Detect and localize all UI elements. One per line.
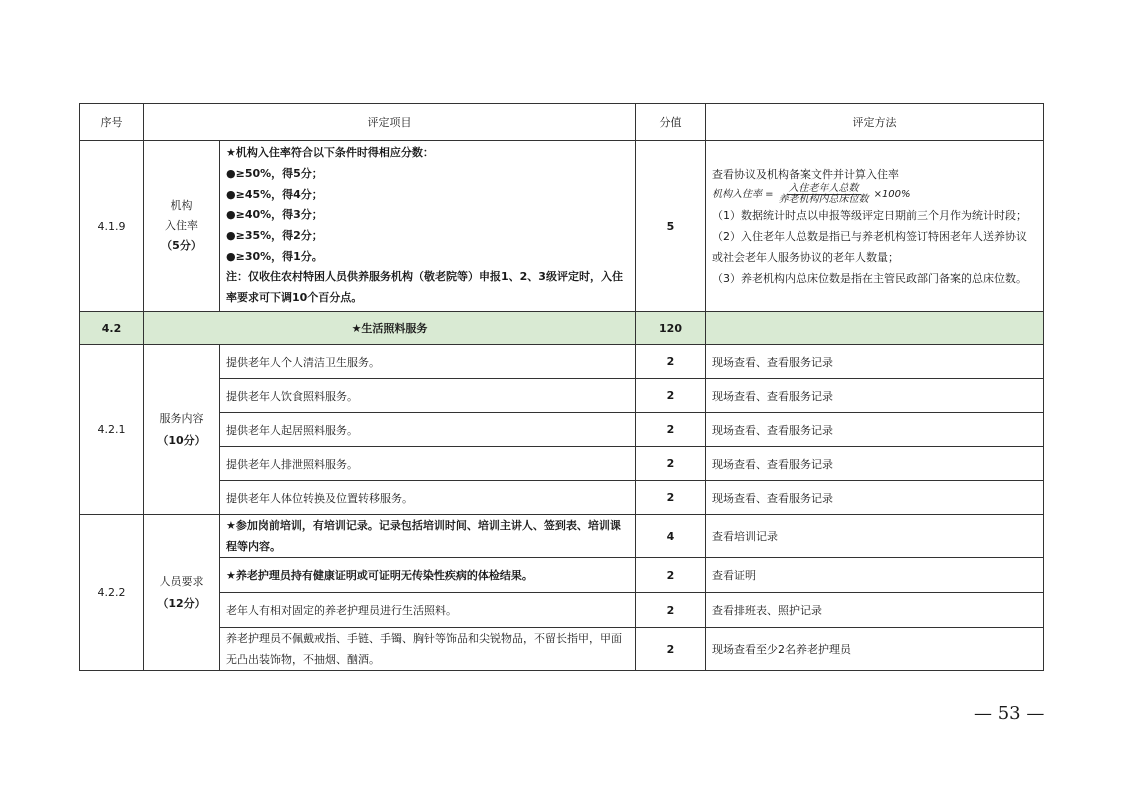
occupancy-formula — [712, 185, 1037, 205]
header-score: 分值 — [636, 104, 706, 141]
category-line-1: 机构 — [170, 199, 193, 212]
method-note: （1）数据统计时点以申报等级评定日期前三个月作为统计时段； — [712, 208, 1027, 222]
score-cell: 2 — [636, 593, 706, 628]
table-row — [80, 413, 1044, 447]
category-points: （5分） — [161, 239, 202, 252]
method-cell: 现场查看、查看服务记录 — [706, 481, 1044, 515]
criteria-line: ●≥30%，得1分。 — [226, 249, 323, 263]
section-number: 4.2 — [80, 312, 144, 345]
score-cell: 5 — [636, 141, 706, 312]
criteria-line: ★机构入住率符合以下条件时得相应分数： — [226, 146, 434, 160]
section-score: 120 — [636, 312, 706, 345]
item-cell: 提供老年人饮食照料服务。 — [220, 379, 636, 413]
item-cell: 提供老年人排泄照料服务。 — [220, 447, 636, 481]
table-row — [80, 558, 1044, 593]
section-title: ★生活照料服务 — [144, 312, 636, 345]
header-item: 评定项目 — [144, 104, 636, 141]
score-cell: 2 — [636, 558, 706, 593]
criteria-line: ●≥40%，得3分； — [226, 208, 323, 222]
criteria-note: 注：仅收住农村特困人员供养服务机构（敬老院等）申报1、2、3级评定时，入住率要求可下调10个百分点。 — [226, 270, 623, 305]
criteria-line: ●≥35%，得2分； — [226, 229, 323, 242]
method-cell: 查看证明 — [706, 558, 1044, 593]
category-line-1: 服务内容 — [159, 411, 204, 425]
score-cell: 2 — [636, 413, 706, 447]
row-number: 4.2.2 — [80, 515, 144, 671]
row-number: 4.2.1 — [80, 345, 144, 515]
section-method-empty — [706, 312, 1044, 345]
page-number: — 53 — — [974, 703, 1045, 724]
table-row-4-1-9 — [80, 141, 1044, 312]
category-line-1: 人员要求 — [159, 574, 204, 588]
item-cell: 提供老年人个人清洁卫生服务。 — [220, 345, 636, 379]
method-cell: 查看培训记录 — [706, 515, 1044, 558]
category-points: （10分） — [157, 433, 206, 447]
table-row — [80, 447, 1044, 481]
score-cell: 2 — [636, 447, 706, 481]
table-header-row — [80, 104, 1044, 141]
section-row-4-2 — [80, 312, 1044, 345]
formula-denominator: 养老机构内总床位数 — [778, 194, 869, 205]
criteria-line: ●≥45%，得4分； — [226, 187, 323, 201]
table-row — [80, 481, 1044, 515]
score-cell: 2 — [636, 628, 706, 671]
category-cell — [144, 345, 220, 515]
item-cell: 养老护理员不佩戴戒指、手链、手镯、胸针等饰品和尖锐物品，不留长指甲，甲面无凸出装饰物，不抽烟、酗酒。 — [220, 628, 636, 671]
table-row — [80, 593, 1044, 628]
occupancy-criteria — [220, 141, 636, 312]
method-cell: 现场查看、查看服务记录 — [706, 413, 1044, 447]
formula-fraction — [777, 184, 871, 205]
category-points: （12分） — [157, 596, 206, 610]
item-cell: 提供老年人体位转换及位置转移服务。 — [220, 481, 636, 515]
formula-left: 机构入住率 = — [712, 189, 774, 200]
method-note: （3）养老机构内总床位数是指在主管民政部门备案的总床位数。 — [712, 271, 1027, 285]
method-cell: 现场查看、查看服务记录 — [706, 379, 1044, 413]
method-cell: 查看排班表、照护记录 — [706, 593, 1044, 628]
header-method: 评定方法 — [706, 104, 1044, 141]
formula-right: ×100% — [873, 189, 911, 200]
category-line-2: 入住率 — [165, 219, 198, 232]
method-intro: 查看协议及机构备案文件并计算入住率 — [712, 167, 899, 181]
method-cell: 现场查看、查看服务记录 — [706, 447, 1044, 481]
criteria-line: ●≥50%，得5分； — [226, 166, 323, 180]
score-cell: 4 — [636, 515, 706, 558]
item-cell: ★养老护理员持有健康证明或可证明无传染性疾病的体检结果。 — [220, 558, 636, 593]
method-cell — [706, 141, 1044, 312]
table-row — [80, 345, 1044, 379]
table-row — [80, 628, 1044, 671]
header-no: 序号 — [80, 104, 144, 141]
row-number: 4.1.9 — [80, 141, 144, 312]
score-cell: 2 — [636, 345, 706, 379]
table-row — [80, 515, 1044, 558]
method-note: （2）入住老年人总数是指已与养老机构签订特困老年人送养协议或社会老年人服务协议的老年人数量； — [712, 229, 1027, 264]
item-cell: ★参加岗前培训，有培训记录。记录包括培训时间、培训主讲人、签到表、培训课程等内容。 — [220, 515, 636, 558]
evaluation-table — [79, 103, 1044, 671]
score-cell: 2 — [636, 379, 706, 413]
category-cell — [144, 141, 220, 312]
method-cell: 现场查看至少2名养老护理员 — [706, 628, 1044, 671]
category-cell — [144, 515, 220, 671]
formula-numerator: 入住老年人总数 — [788, 183, 859, 194]
score-cell: 2 — [636, 481, 706, 515]
item-cell: 老年人有相对固定的养老护理员进行生活照料。 — [220, 593, 636, 628]
method-cell: 现场查看、查看服务记录 — [706, 345, 1044, 379]
item-cell: 提供老年人起居照料服务。 — [220, 413, 636, 447]
table-row — [80, 379, 1044, 413]
